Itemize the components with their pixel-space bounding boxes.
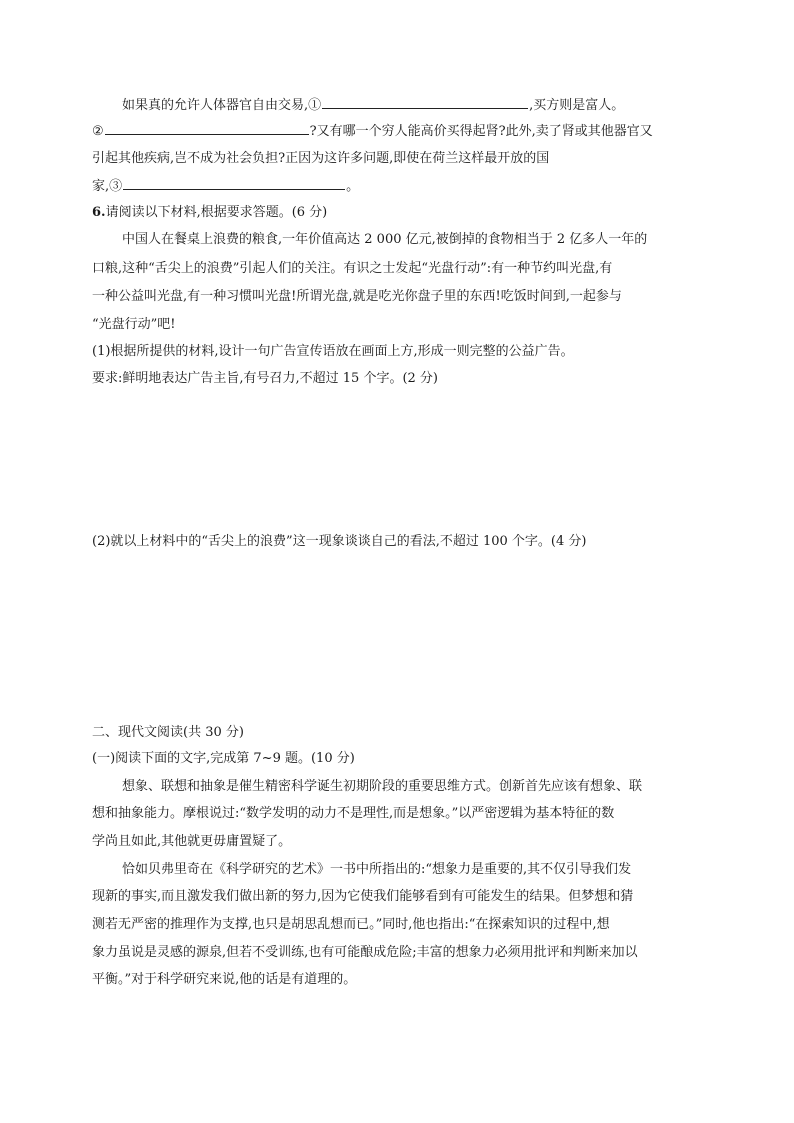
q6-number: 6.	[92, 205, 106, 220]
q5-line-4	[92, 173, 702, 199]
q5-line1-suffix: ,买方则是富人。	[529, 98, 625, 113]
passage-p2-line-5: 平衡。”对于科学研究来说,他的话是有道理的。	[92, 972, 357, 987]
passage-p1-line-2: 想和抽象能力。摩根说过:“数学发明的动力不是理性,而是想象。”以严密逻辑为基本特征的数	[92, 806, 615, 821]
q5-line1-prefix: 如果真的允许人体器官自由交易,①	[122, 98, 322, 113]
q5-line4-suffix: 。	[346, 179, 360, 194]
q6-material-line-1: 中国人在餐桌上浪费的粮食,一年价值高达 2 000 亿元,被倒掉的食物相当于 2 亿多人一年的	[122, 232, 648, 247]
passage-p1-line-3: 学尚且如此,其他就更毋庸置疑了。	[92, 834, 292, 849]
answer-area-2[interactable]	[92, 558, 702, 708]
q5-line4-prefix: 家,③	[92, 179, 123, 194]
blank-1[interactable]	[322, 92, 528, 109]
q6-title-line	[92, 200, 702, 226]
q6-material-line-2: 口粮,这种“舌尖上的浪费”引起人们的关注。有识之士发起“光盘行动”:有一种节约叫光盘,有	[92, 261, 613, 276]
blank-2[interactable]	[105, 118, 309, 135]
passage-p2-line-1: 恰如贝弗里奇在《科学研究的艺术》一书中所指出的:“想象力是重要的,其不仅引导我们发	[122, 862, 632, 877]
q6-material-line-4: “光盘行动”吧!	[92, 317, 176, 332]
q5-line-1	[122, 92, 702, 118]
blank-3[interactable]	[123, 173, 345, 190]
q5-line-3: 引起其他疾病,岂不成为社会负担?正因为这许多问题,即使在荷兰这样最开放的国	[92, 151, 550, 166]
passage-p1-line-1: 想象、联想和抽象是催生精密科学诞生初期阶段的重要思维方式。创新首先应该有想象、联	[122, 779, 643, 794]
section-sub-heading: (一)阅读下面的文字,完成第 7~9 题。(10 分)	[92, 751, 355, 766]
q5-line2-suffix: ?又有哪一个穷人能高价买得起肾?此外,卖了肾或其他器官又	[309, 124, 653, 139]
section-heading: 二、现代文阅读(共 30 分)	[92, 725, 244, 740]
q5-line-2	[92, 118, 702, 144]
q5-line2-prefix: ②	[92, 124, 104, 139]
q6-sub-question-1: (1)根据所提供的材料,设计一句广告宣传语放在画面上方,形成一则完整的公益广告。	[92, 344, 574, 359]
q6-material-line-3: 一种公益叫光盘,有一种习惯叫光盘!所谓光盘,就是吃光你盘子里的东西!吃饭时间到,一起参与	[92, 289, 622, 304]
passage-p2-line-3: 测若无严密的推理作为支撑,也只是胡思乱想而已。”同时,他也指出:“在探索知识的过程中,想	[92, 917, 610, 932]
q6-sub-question-2: (2)就以上材料中的“舌尖上的浪费”这一现象谈谈自己的看法,不超过 100 个字。(4 分)	[92, 534, 587, 549]
answer-area-1[interactable]	[92, 395, 702, 525]
q6-title: 请阅读以下材料,根据要求答题。(6 分)	[105, 205, 328, 220]
q6-sub-question-1-requirement: 要求:鲜明地表达广告主旨,有号召力,不超过 15 个字。(2 分)	[92, 371, 438, 386]
passage-p2-line-4: 象力虽说是灵感的源泉,但若不受训练,也有可能酿成危险;丰富的想象力必须用批评和判断来加以	[92, 945, 638, 960]
passage-p2-line-2: 现新的事实,而且激发我们做出新的努力,因为它使我们能够看到有可能发生的结果。但梦想和猜	[92, 889, 634, 904]
